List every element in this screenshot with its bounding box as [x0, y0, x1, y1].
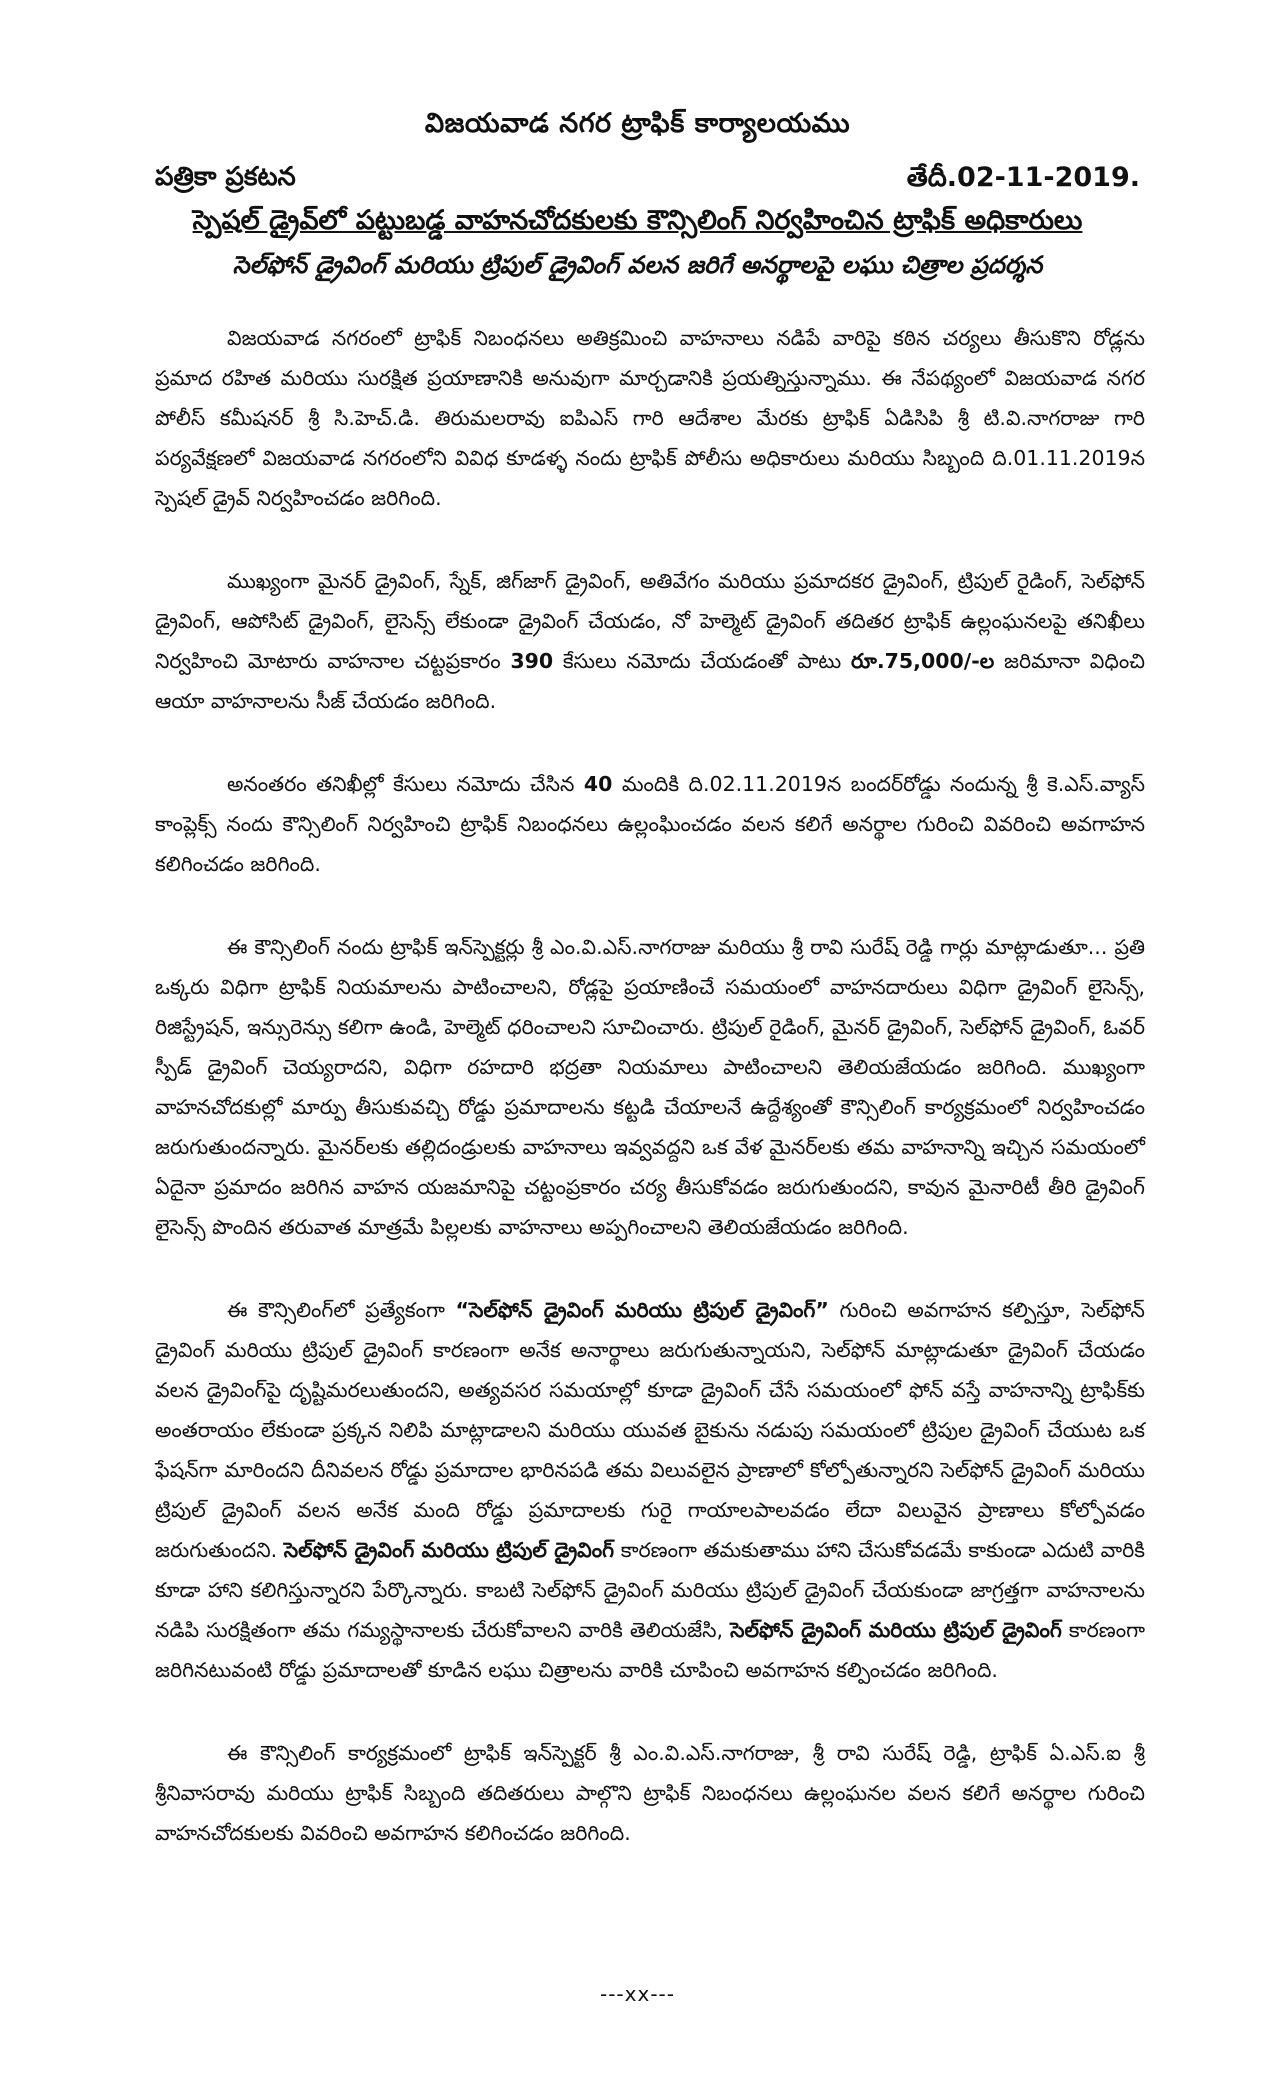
paragraph-counselling [155, 764, 1145, 884]
violations-text: ముఖ్యంగా మైనర్ డ్రైవింగ్, స్నేక్, జిగ్‌జాగ్ డ్రైవింగ్, అతివేగం మరియు ప్రమాదకర డ్రైవింగ్, ట్రిపుల్ రైడింగ్, సెల్‌ఫోన్ డ్రైవింగ్, ఆపోసిట్ డ్రైవింగ్, లైసెన్స్ లేకుండా డ్రైవింగ్ చేయడం, నో హెల్మెట్ డ్రైవింగ్ తదితర ట్రాఫిక్ ఉల్లంఘనలపై తనిఖీలు నిర్వహించి మోటారు వాహనాల చట్టప్రకారం [155, 569, 1145, 673]
awareness-text-3: కారణంగా తమకుతాము హాని చేసుకోవడమే కాకుండా ఎదుటి వారికి కూడా హాని కలిగిస్తున్నారని పేర్కొన్నారు. కాబటి సెల్‌ఫోన్ డ్రైవింగ్ మరియు ట్రిపుల్ డ్రైవింగ్ చేయకుండా జాగ్రత్తగా వాహనాలను నడిపి సురక్షితంగా తమ గమ్యస్థానాలకు చేరుకోవాలని వారికి తెలియజేసి, [155, 1538, 1145, 1642]
awareness-quote: “సెల్‌ఫోన్ డ్రైవింగ్ మరియు ట్రిపుల్ డ్రైవింగ్” [455, 1298, 829, 1322]
paragraph-inspectors: ఈ కౌన్సిలింగ్ నందు ట్రాఫిక్ ఇన్‌స్పెక్టర్లు శ్రీ ఎం.వి.ఎస్.నాగరాజు మరియు శ్రీ రావి సురేష్ రెడ్డి గార్లు మాట్లాడుతూ... ప్రతి ఒక్కరు విధిగా ట్రాఫిక్ నియమాలను పాటించాలని, రోడ్లపై ప్రయాణించే సమయంలో వాహనదారులు విధిగా డ్రైవింగ్ లైసెన్స్, రిజిస్ట్రేషన్, ఇన్సురెన్సు కలిగా ఉండి, హెల్మెట్ ధరించాలని సూచించారు. ట్రిపుల్ రైడింగ్, మైనర్ డ్రైవింగ్, సెల్‌ఫోన్ డ్రైవింగ్, ఓవర్ స్పీడ్ డ్రైవింగ్ చెయ్యరాదని, విధిగా రహదారి భద్రతా నియమాలు పాటించాలని తెలియజేయడం జరిగింది. ముఖ్యంగా వాహనచోదకుల్లో మార్పు తీసుకువచ్చి రోడ్డు ప్రమాదాలను కట్టడి చేయాలనే ఉద్దేశ్యంతో కౌన్సిలింగ్ కార్యక్రమంలో నిర్వహించడం జరుగుతుందన్నారు. మైనర్‌లకు తల్లిదండ్రులకు వాహనాలు ఇవ్వవద్దని ఒక వేళ మైనర్‌లకు తమ వాహనాన్ని ఇచ్చిన సమయంలో ఏదైనా ప్రమాదం జరిగిన వాహన యజమానిపై చట్టంప్రకారం చర్య తీసుకోవడం జరుగుతుందని, కావున మైనారిటీ తీరి డ్రైవింగ్ లైసెన్స్ పొందిన తరువాత మాత్రమే పిల్లలకు వాహనాలు అప్పగించాలని తెలియజేయడం జరిగింది. [155, 935, 1145, 1239]
headline: స్పెషల్ డ్రైవ్‌లో పట్టుబడ్డ వాహనచోదకులకు కౌన్సిలింగ్ నిర్వహించిన ట్రాఫిక్ అధికారులు [192, 205, 1083, 236]
violations-text-2: కేసులు నమోదు చేయడంతో పాటు [562, 649, 842, 673]
paragraph-intro: విజయవాడ నగరంలో ట్రాఫిక్ నిబంధనలు అతిక్రమించి వాహనాలు నడిపే వారిపై కఠిన చర్యలు తీసుకొని రోడ్లను ప్రమాద రహిత మరియు సురక్షిత ప్రయాణానికి అనువుగా మార్చడానికి ప్రయత్నిస్తున్నాము. ఈ నేపథ్యంలో విజయవాడ నగర పోలీస్ కమీషనర్ శ్రీ సి.హెచ్.డి. తిరుమలరావు ఐపిఎస్ గారి ఆదేశాల మేరకు ట్రాఫిక్ ఏడిసిపి శ్రీ టి.వి.నాగరాజు గారి పర్యవేక్షణలో విజయవాడ నగరంలోని వివిధ కూడళ్ళ నందు ట్రాఫిక్ పోలీసు అధికారులు మరియు సిబ్బంది ది.01.11.2019న స్పెషల్ డ్రైవ్ నిర్వహించడం జరిగింది. [155, 326, 1145, 510]
release-date: తేదీ.02-11-2019. [906, 162, 1140, 193]
office-title: విజయవాడ నగర ట్రాఫిక్ కార్యాలయము [424, 108, 851, 139]
paragraph-awareness [155, 1290, 1145, 1690]
awareness-text: ఈ కౌన్సిలింగ్‌లో ప్రత్యేకంగా [227, 1298, 445, 1322]
counselling-text-2: మందికి ది.02.11.2019న బందర్‌రోడ్డు నందున్న శ్రీ కె.ఎస్.వ్యాస్ కాంప్లెక్స్ నందు కౌన్సిలింగ్ నిర్వహించి ట్రాఫిక్ నిబంధనలు ఉల్లంఘించడం వలన కలిగే అనర్థాల గురించి వివరించి అవగాహన కలిగించడం జరిగింది. [155, 772, 1145, 876]
counselling-text: అనంతరం తనిఖీల్లో కేసులు నమోదు చేసిన [227, 772, 575, 796]
case-count: 390 [510, 649, 554, 673]
attendee-count: 40 [583, 772, 613, 796]
paragraph-violations [155, 561, 1145, 721]
paragraph-participants: ఈ కౌన్సిలింగ్ కార్యక్రమంలో ట్రాఫిక్ ఇన్‌స్పెక్టర్ శ్రీ ఎం.వి.ఎస్.నాగరాజు, శ్రీ రావి సురేష్ రెడ్డి, ట్రాఫిక్ ఏ.ఎస్.ఐ శ్రీ శ్రీనివాసరావు మరియు ట్రాఫిక్ సిబ్బంది తదితరులు పాల్గొని ట్రాఫిక్ నిబంధనలు ఉల్లంఘనల వలన కలిగే అనర్థాల గురించి వాహనచోదకులకు వివరించి అవగాహన కలిగించడం జరిగింది. [155, 1741, 1145, 1845]
violations-text-3: జరిమానా విధించి ఆయా వాహనాలను సీజ్ చేయడం జరిగింది. [155, 649, 1145, 713]
press-release-label: పత్రికా ప్రకటన [155, 162, 296, 192]
subheadline: సెల్‌ఫోన్ డ్రైవింగ్ మరియు ట్రిపుల్ డ్రైవింగ్ వలన జరిగే అనర్థాలపై లఘు చిత్రాల ప్రదర్శన [232, 251, 1043, 279]
awareness-text-2: గురించి అవగాహన కల్పిస్తూ, సెల్‌ఫోన్ డ్రైవింగ్ మరియు ట్రిపుల్ డ్రైవింగ్ కారణంగా అనేక అనార్థాలు జరుగుతున్నాయని, సెల్‌ఫోన్ మాట్లాడుతూ డ్రైవింగ్ చేయడం వలన డ్రైవింగ్‌పై దృష్టిమరలుతుందని, అత్యవసర సమయాల్లో కూడా డ్రైవింగ్ చేసే సమయంలో ఫోన్ వస్తే వాహనాన్ని ట్రాఫిక్‌కు అంతరాయం లేకుండా ప్రక్కన నిలిపి మాట్లాడాలని మరియు యువత బైకును నడుపు సమయంలో ట్రిపుల డ్రైవింగ్ చేయుట ఒక ఫేషన్‌గా మారిందని దీనివలన రోడ్డు ప్రమాదాల భారినపడి తమ విలువలైన ప్రాణాలో కోల్పోతున్నారని సెల్‌ఫోన్ డ్రైవింగ్ మరియు ట్రిపుల్ డ్రైవింగ్ వలన అనేక మంది రోడ్డు ప్రమాదాలకు గురై గాయాలపాలవడం లేదా విలువైన ప్రాణాలు కోల్పోవడం జరుగుతుందని. [155, 1298, 1145, 1562]
body-text [155, 318, 1145, 1853]
awareness-bold-2: సెల్‌ఫోన్ డ్రైవింగ్ మరియు ట్రిపుల్ డ్రైవింగ్ [283, 1538, 615, 1562]
closing-mark: ---xx--- [600, 1982, 675, 2006]
awareness-text-4: కారణంగా జరిగినటువంటి రోడ్డు ప్రమాదాలతో కూడిన లఘు చిత్రాలను వారికి చూపించి అవగాహన కల్పించడం జరిగింది. [155, 1618, 1145, 1682]
awareness-bold-3: సెల్‌ఫోన్ డ్రైవింగ్ మరియు ట్రిపుల్ డ్రైవింగ్ [730, 1618, 1062, 1642]
fine-amount: రూ.75,000/-ల [851, 649, 995, 673]
